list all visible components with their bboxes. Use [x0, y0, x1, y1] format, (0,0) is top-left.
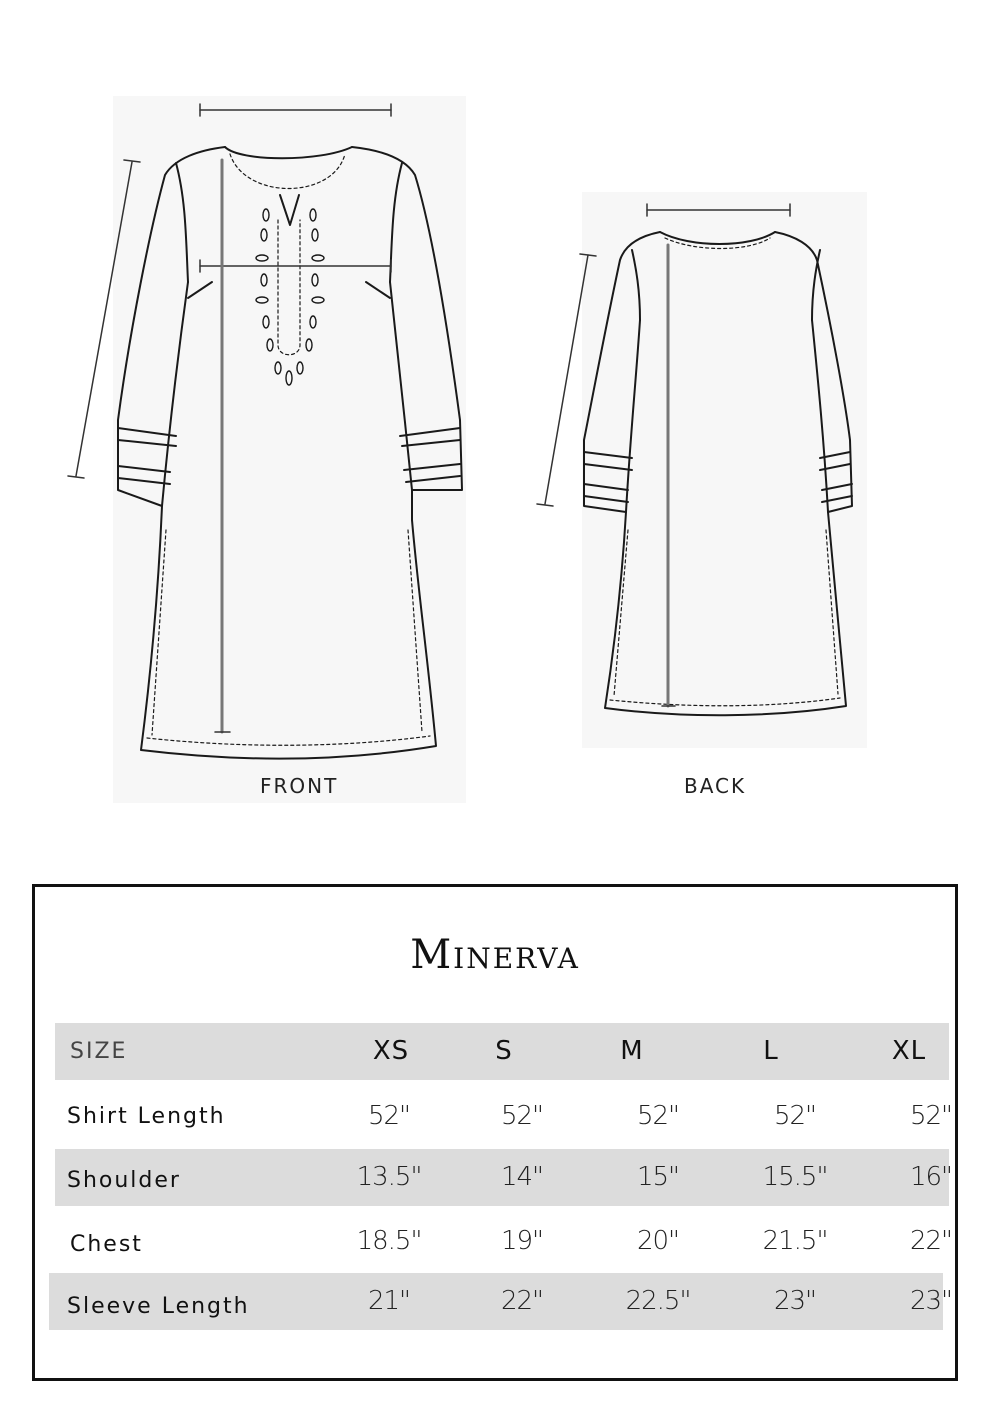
cell-value: 22"	[500, 1286, 544, 1316]
back-view-label: BACK	[684, 774, 747, 798]
cell-value: 22.5"	[625, 1286, 691, 1316]
cell-value: 52"	[367, 1101, 411, 1131]
cell-value: 52"	[773, 1101, 817, 1131]
cell-value: 23"	[909, 1286, 953, 1316]
size-header-m: M	[620, 1036, 644, 1066]
cell-value: 19"	[500, 1226, 544, 1256]
size-chart	[32, 884, 958, 1381]
front-view-label: FRONT	[260, 774, 339, 798]
size-header-l: L	[763, 1036, 779, 1066]
size-header-row	[55, 1023, 949, 1080]
cell-value: 14"	[500, 1162, 544, 1192]
front-garment-outline	[118, 147, 462, 759]
table-row	[55, 1149, 953, 1206]
cell-value: 21.5"	[762, 1226, 828, 1256]
size-header-s: S	[495, 1036, 513, 1066]
cell-value: 52"	[500, 1101, 544, 1131]
size-header-label: SIZE	[70, 1039, 128, 1064]
cell-value: 15.5"	[762, 1162, 828, 1192]
size-header-xl: XL	[891, 1036, 927, 1066]
cell-value: 15"	[636, 1162, 680, 1192]
cell-value: 52"	[909, 1101, 953, 1131]
cell-value: 21"	[367, 1286, 411, 1316]
cell-value: 52"	[636, 1101, 680, 1131]
cell-value: 13.5"	[356, 1162, 422, 1192]
embroidery-motifs	[256, 209, 324, 385]
back-garment-outline	[584, 232, 852, 715]
row-label: Shoulder	[67, 1168, 181, 1193]
table-row	[55, 1088, 953, 1145]
table-row	[49, 1273, 953, 1330]
product-title: Minerva	[410, 932, 580, 978]
cell-value: 20"	[636, 1226, 680, 1256]
row-label: Chest	[70, 1232, 143, 1257]
cell-value: 23"	[773, 1286, 817, 1316]
table-row	[55, 1213, 953, 1270]
cell-value: 22"	[909, 1226, 953, 1256]
cell-value: 18.5"	[356, 1226, 422, 1256]
cell-value: 16"	[909, 1162, 953, 1192]
row-label: Shirt Length	[67, 1104, 226, 1129]
back-measure-lines	[537, 204, 790, 706]
row-label: Sleeve Length	[67, 1294, 250, 1319]
size-header-xs: XS	[372, 1036, 410, 1066]
front-measure-lines	[68, 104, 391, 732]
